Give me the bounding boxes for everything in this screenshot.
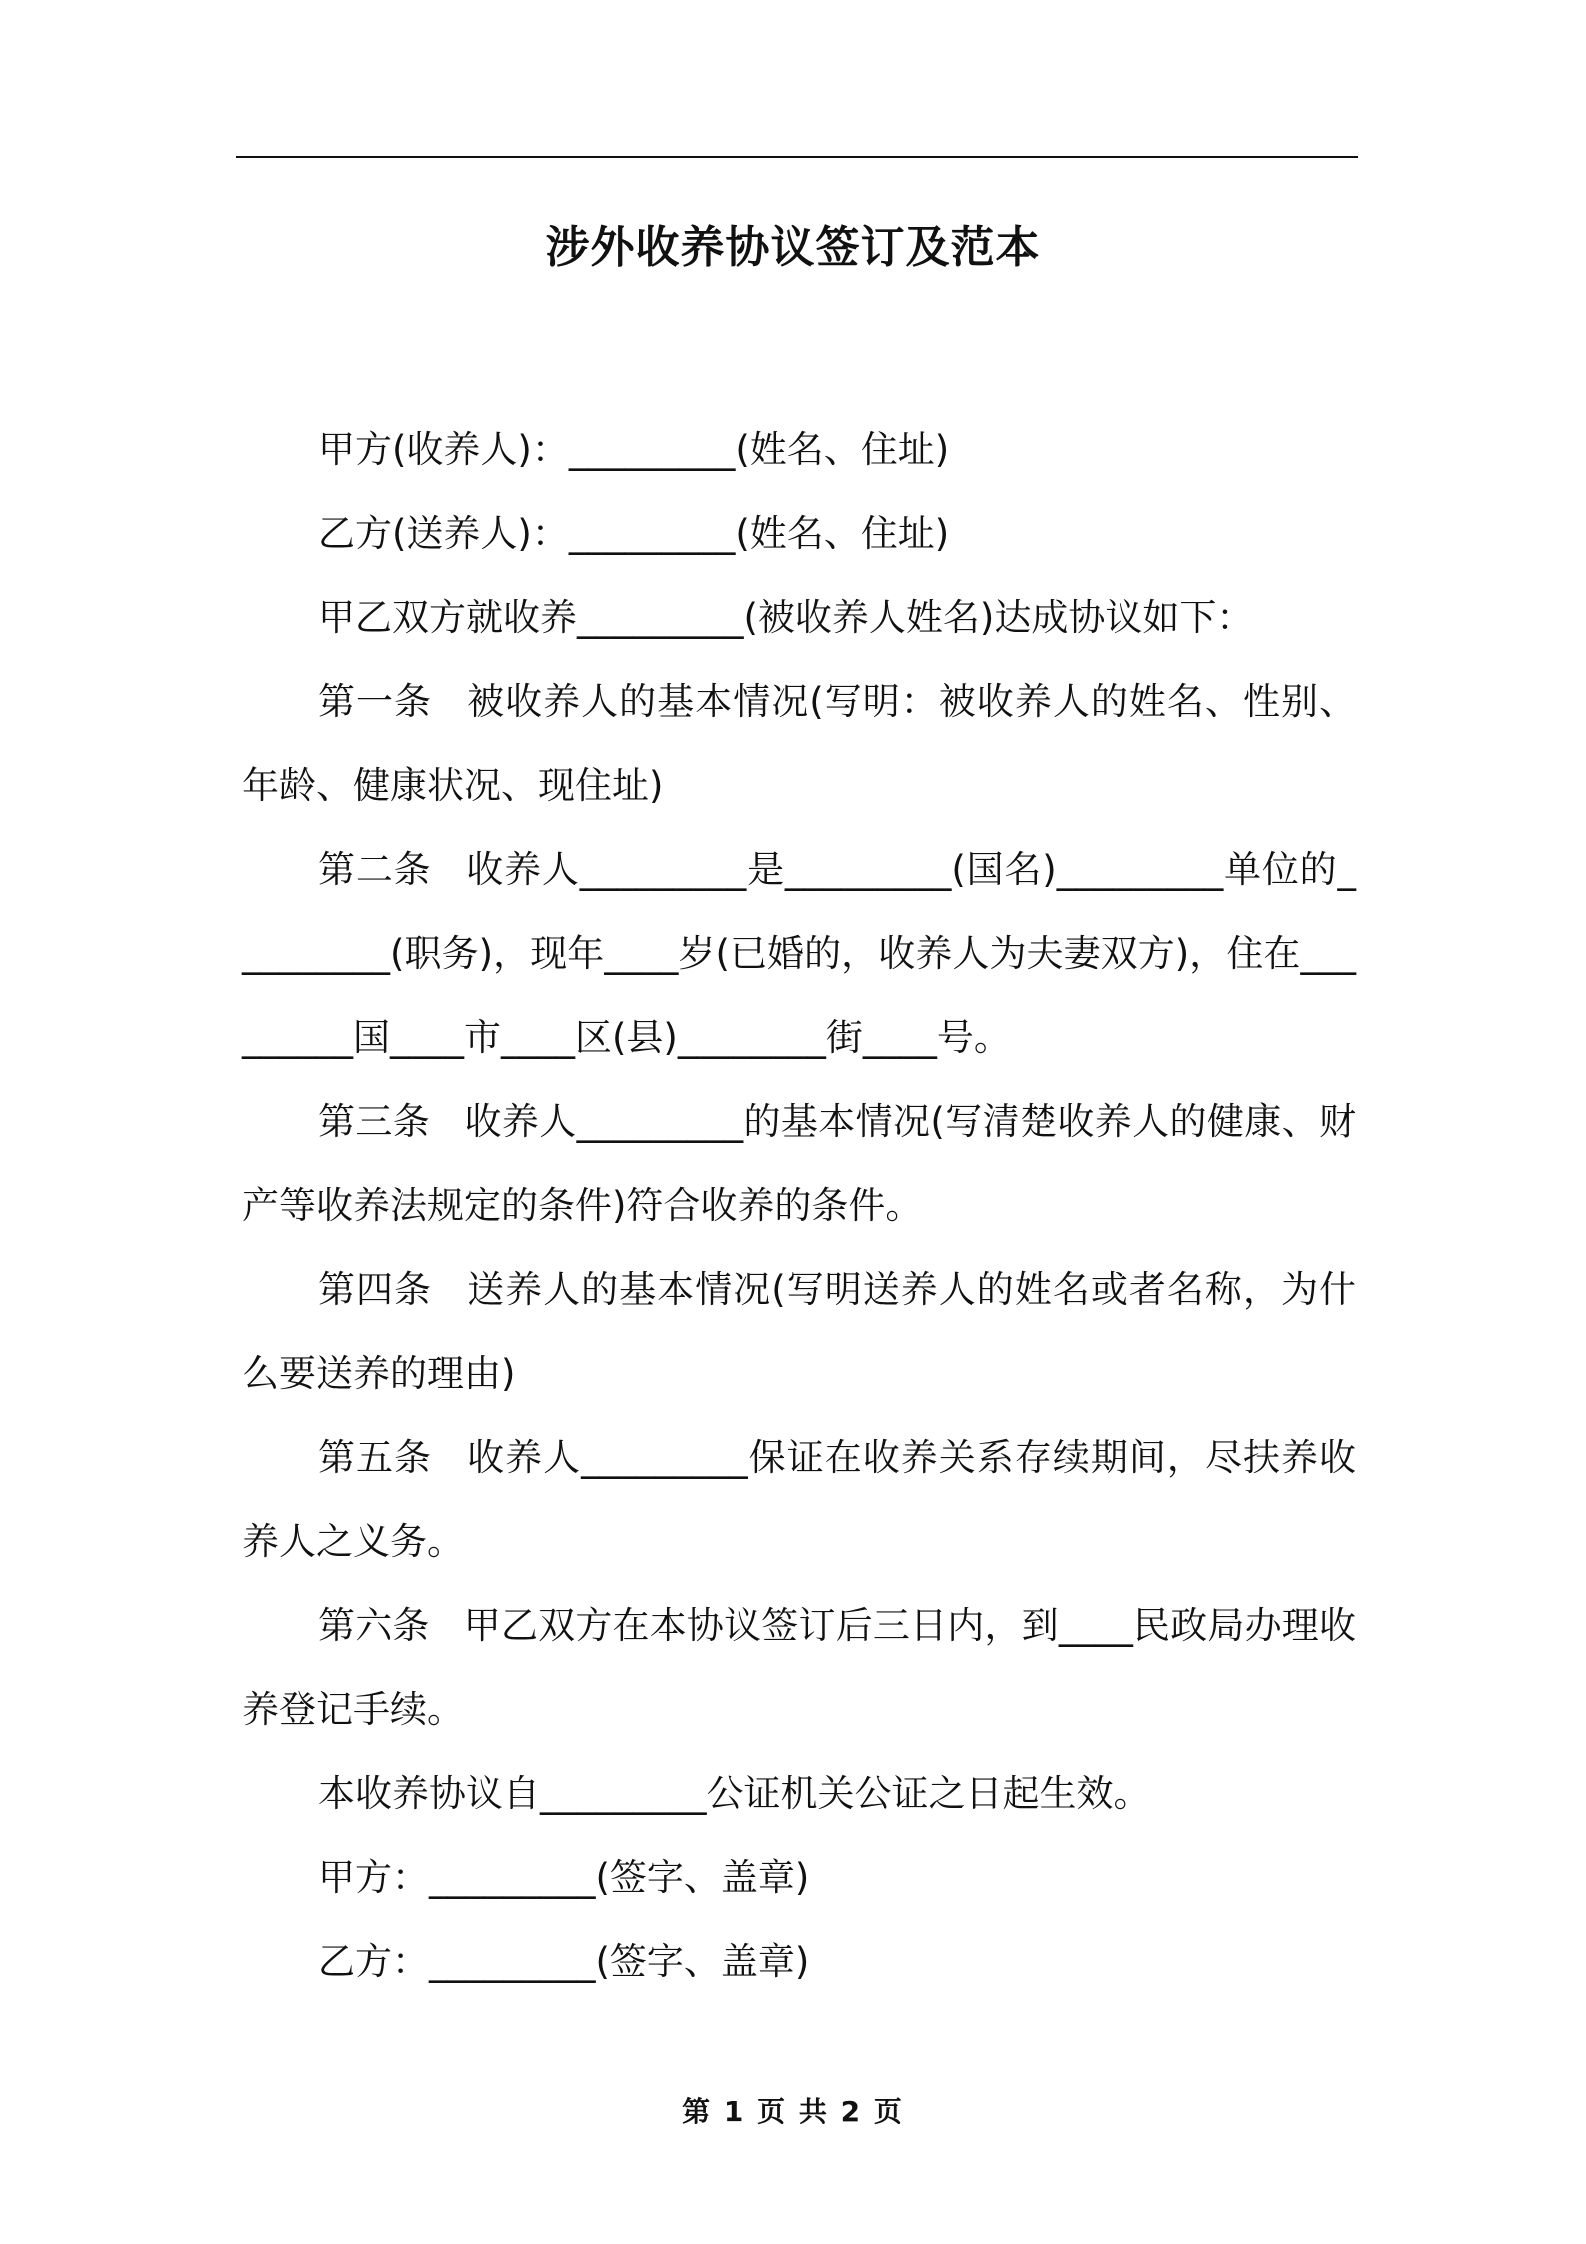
article-2-label: 第二条	[318, 848, 432, 891]
article-3	[242, 1080, 1356, 1248]
article-1	[242, 660, 1356, 828]
article-5-text: 收养人_________保证在收养关系存续期间，尽扶养收养人之义务。	[242, 1436, 1357, 1563]
article-5-label: 第五条	[318, 1436, 433, 1479]
effective-clause: 本收养协议自_________公证机关公证之日起生效。	[318, 1772, 1151, 1815]
document-body	[242, 408, 1356, 2004]
document-title: 涉外收养协议签订及范本	[545, 222, 1041, 273]
article-6-text: 甲乙双方在本协议签订后三日内，到____民政局办理收养登记手续。	[242, 1604, 1356, 1731]
signature-party-b: 乙方：_________(签字、盖章)	[318, 1940, 810, 1983]
article-3-label: 第三条	[318, 1100, 431, 1143]
header-rule	[236, 156, 1358, 158]
article-5	[242, 1416, 1356, 1584]
article-1-label: 第一条	[318, 680, 433, 723]
signature-party-a: 甲方：_________(签字、盖章)	[318, 1856, 810, 1899]
article-4-label: 第四条	[318, 1268, 433, 1311]
page-number: 第 1 页 共 2 页	[682, 2095, 904, 2128]
article-2-text: 收养人_________是_________(国名)_________单位的_________(职务)，现年____岁(已婚的，收养人为夫妻双方)，住在_________国____市____区(县)________街____号。	[242, 848, 1357, 1059]
article-6	[242, 1584, 1356, 1752]
article-1-text: 被收养人的基本情况(写明：被收养人的姓名、性别、年龄、健康状况、现住址)	[242, 680, 1356, 807]
article-4-text: 送养人的基本情况(写明送养人的姓名或者名称，为什么要送养的理由)	[242, 1268, 1356, 1395]
article-6-label: 第六条	[318, 1604, 430, 1647]
intro-line: 甲乙双方就收养_________(被收养人姓名)达成协议如下：	[318, 596, 1254, 639]
party-b-line: 乙方(送养人)：_________(姓名、住址)	[318, 512, 950, 555]
article-4	[242, 1248, 1356, 1416]
party-a-line: 甲方(收养人)：_________(姓名、住址)	[318, 428, 950, 471]
article-3-text: 收养人_________的基本情况(写清楚收养人的健康、财产等收养法规定的条件)符合收养的条件。	[242, 1100, 1357, 1227]
article-2	[242, 828, 1356, 1080]
